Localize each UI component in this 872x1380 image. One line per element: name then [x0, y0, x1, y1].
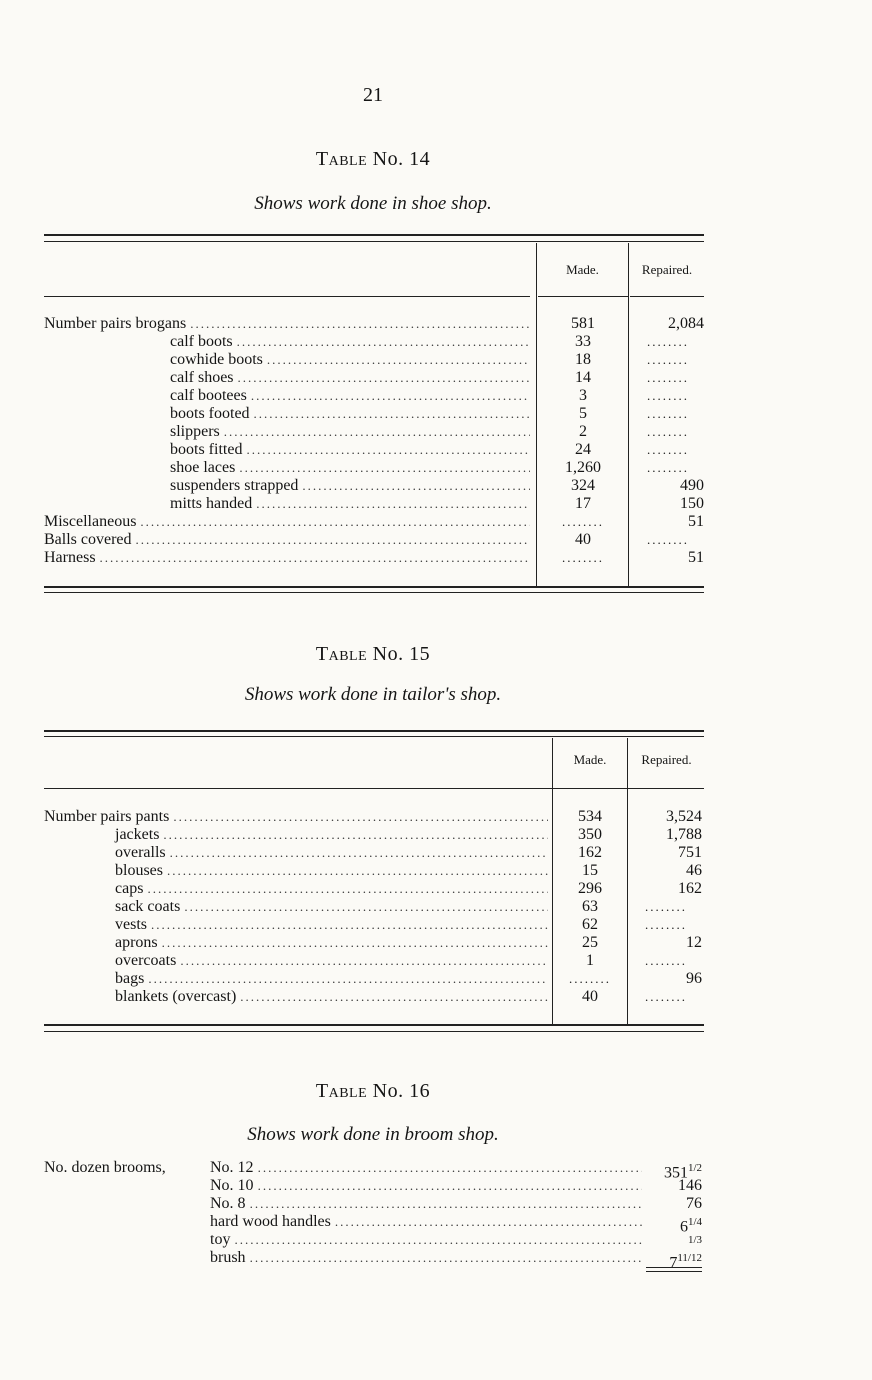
empty-cell-repaired: ........: [645, 953, 687, 968]
table-15-title-prefix: Table: [315, 643, 368, 665]
table-row: [210, 1231, 642, 1249]
cell-repaired: 162: [678, 880, 702, 897]
cell-made: 534: [578, 808, 602, 825]
leader-dots: [184, 898, 548, 916]
leader-dots: [246, 441, 530, 459]
table-14-title-suffix: No. 14: [372, 148, 431, 170]
empty-cell-repaired: ........: [645, 989, 687, 1004]
value-whole: 146: [678, 1177, 702, 1194]
cell-made: 33: [575, 333, 591, 350]
table-14-col-divider-2: [628, 243, 629, 586]
row-label: No. 12: [210, 1159, 254, 1176]
table-row: [115, 826, 548, 844]
table-14-top-rule: [44, 234, 704, 236]
row-label: calf bootees: [170, 387, 247, 404]
table-row: [44, 549, 530, 567]
table-15-col-repaired: Repaired.: [641, 752, 692, 767]
cell-made: 1: [586, 952, 594, 969]
cell-made: 17: [575, 495, 591, 512]
row-label: overcoats: [115, 952, 177, 969]
leader-dots: [224, 423, 530, 441]
table-row: [115, 916, 548, 934]
table-14-title: [0, 148, 746, 171]
cell-made: 40: [582, 988, 598, 1005]
leader-dots: [258, 1177, 642, 1195]
table-16-sum-rule-2: [646, 1271, 702, 1272]
table-row: [115, 880, 548, 898]
table-row: [170, 369, 530, 387]
table-16-title: [0, 1080, 746, 1103]
leader-dots: [254, 405, 530, 423]
table-row: [170, 333, 530, 351]
cell-repaired: 150: [680, 495, 704, 512]
table-16-title-suffix: No. 16: [372, 1080, 431, 1102]
table-row: [115, 952, 548, 970]
row-label: Number pairs pants: [44, 808, 170, 825]
value-fraction: 1/2: [687, 1162, 702, 1174]
row-label: Miscellaneous: [44, 513, 137, 530]
empty-cell-made: ........: [562, 514, 604, 529]
table-15-col-divider-1: [552, 738, 553, 1024]
leader-dots: [190, 315, 530, 333]
empty-cell-repaired: ........: [647, 442, 689, 457]
row-label: vests: [115, 916, 147, 933]
broom-value: [646, 1177, 702, 1195]
leader-dots: [237, 333, 530, 351]
leader-dots: [147, 880, 548, 898]
row-label: Balls covered: [44, 531, 132, 548]
row-label: boots footed: [170, 405, 250, 422]
leader-dots: [250, 1195, 642, 1213]
table-row: [44, 531, 530, 549]
leader-dots: [140, 513, 530, 531]
table-row: [170, 351, 530, 369]
row-label: mitts handed: [170, 495, 253, 512]
empty-cell-repaired: ........: [647, 370, 689, 385]
leader-dots: [100, 549, 530, 567]
table-row: [170, 387, 530, 405]
leader-dots: [240, 988, 548, 1006]
leader-dots: [173, 808, 548, 826]
table-row: [210, 1159, 642, 1177]
empty-cell-repaired: ........: [647, 388, 689, 403]
table-14-top-rule-2: [44, 241, 704, 242]
table-14-caption: Shows work done in shoe shop.: [254, 193, 492, 214]
cell-made: 324: [571, 477, 595, 494]
table-14-col-divider-1: [536, 243, 537, 586]
table-row: [210, 1249, 642, 1267]
table-14-title-prefix: Table: [315, 148, 368, 170]
empty-cell-made: ........: [569, 971, 611, 986]
row-label: suspenders strapped: [170, 477, 299, 494]
cell-made: 40: [575, 531, 591, 548]
cell-repaired: 3,524: [666, 808, 702, 825]
cell-made: 581: [571, 315, 595, 332]
leader-dots: [148, 970, 548, 988]
table-row: [170, 405, 530, 423]
cell-made: 1,260: [565, 459, 601, 476]
cell-made: 18: [575, 351, 591, 368]
table-row: [115, 844, 548, 862]
empty-cell-repaired: ........: [647, 532, 689, 547]
leader-dots: [250, 1249, 642, 1267]
row-label: sack coats: [115, 898, 181, 915]
cell-made: 350: [578, 826, 602, 843]
table-15-col-divider-2: [627, 738, 628, 1024]
table-row: [115, 898, 548, 916]
table-14-header-rule: [44, 296, 530, 297]
row-label: blouses: [115, 862, 163, 879]
leader-dots: [234, 1231, 642, 1249]
leader-dots: [170, 844, 548, 862]
value-fraction: 1/4: [687, 1216, 702, 1228]
table-row: [170, 459, 530, 477]
table-row: [170, 495, 530, 513]
table-15-header-rule: [44, 788, 704, 789]
table-14-bottom-rule-2: [44, 592, 704, 593]
table-row: [210, 1195, 642, 1213]
empty-cell-repaired: ........: [647, 424, 689, 439]
empty-cell-repaired: ........: [647, 460, 689, 475]
table-row: [44, 513, 530, 531]
row-label: slippers: [170, 423, 220, 440]
row-label: bags: [115, 970, 145, 987]
row-label: blankets (overcast): [115, 988, 237, 1005]
broom-value: [646, 1195, 702, 1213]
row-label: toy: [210, 1231, 231, 1248]
leader-dots: [335, 1213, 642, 1231]
cell-made: 162: [578, 844, 602, 861]
table-14-col-repaired: Repaired.: [641, 262, 693, 277]
leader-dots: [180, 952, 548, 970]
row-label: Harness: [44, 549, 96, 566]
table-15-title-suffix: No. 15: [372, 643, 431, 665]
leader-dots: [239, 459, 530, 477]
leader-dots: [136, 531, 530, 549]
cell-repaired: 1,788: [666, 826, 702, 843]
value-whole: 351: [663, 1164, 688, 1182]
empty-cell-repaired: ........: [647, 352, 689, 367]
cell-made: 24: [575, 441, 591, 458]
row-label: No. 8: [210, 1195, 246, 1212]
table-row: [170, 423, 530, 441]
cell-made: 25: [582, 934, 598, 951]
value-fraction: 11/12: [677, 1252, 702, 1264]
table-row: [44, 808, 548, 826]
table-15-caption: Shows work done in tailor's shop.: [244, 684, 502, 705]
cell-repaired: 2,084: [668, 315, 704, 332]
table-15-bottom-rule: [44, 1024, 704, 1026]
table-row: [44, 315, 530, 333]
empty-cell-repaired: ........: [647, 406, 689, 421]
row-label: calf shoes: [170, 369, 234, 386]
row-label: brush: [210, 1249, 246, 1266]
empty-cell-repaired: ........: [647, 334, 689, 349]
empty-cell-repaired: ........: [645, 899, 687, 914]
cell-repaired: 96: [686, 970, 702, 987]
leader-dots: [167, 862, 548, 880]
leader-dots: [256, 495, 530, 513]
table-row: [115, 970, 548, 988]
row-label: caps: [115, 880, 144, 897]
leader-dots: [251, 387, 530, 405]
row-label: Number pairs brogans: [44, 315, 187, 332]
cell-made: 296: [578, 880, 602, 897]
table-row: [170, 441, 530, 459]
cell-made: 3: [579, 387, 587, 404]
cell-repaired: 490: [680, 477, 704, 494]
cell-repaired: 51: [688, 549, 704, 566]
row-label: jackets: [115, 826, 160, 843]
broom-value: [646, 1249, 702, 1272]
table-16-title-prefix: Table: [315, 1080, 368, 1102]
cell-made: 14: [575, 369, 591, 386]
table-14-bottom-rule: [44, 586, 704, 588]
leader-dots: [267, 351, 530, 369]
leader-dots: [163, 826, 548, 844]
cell-repaired: 751: [678, 844, 702, 861]
leader-dots: [162, 934, 548, 952]
table-14-col-made: Made.: [566, 262, 599, 277]
cell-made: 2: [579, 423, 587, 440]
row-label: boots fitted: [170, 441, 243, 458]
leader-dots: [258, 1159, 642, 1177]
table-row: [115, 988, 548, 1006]
table-row: [210, 1213, 642, 1231]
table-row: [115, 934, 548, 952]
value-whole: 7: [669, 1254, 678, 1272]
table-15-bottom-rule-2: [44, 1031, 704, 1032]
row-label: overalls: [115, 844, 166, 861]
row-label: aprons: [115, 934, 158, 951]
value-whole: 6: [679, 1218, 688, 1236]
row-label: shoe laces: [170, 459, 236, 476]
table-16-caption: Shows work done in broom shop.: [247, 1124, 499, 1145]
table-row: [210, 1177, 642, 1195]
value-whole: 76: [686, 1195, 702, 1212]
table-14-header-rule-rep: [630, 296, 704, 297]
cell-repaired: 51: [688, 513, 704, 530]
cell-repaired: 12: [686, 934, 702, 951]
cell-made: 15: [582, 862, 598, 879]
row-label: cowhide boots: [170, 351, 263, 368]
cell-repaired: 46: [686, 862, 702, 879]
table-15-title: [0, 643, 746, 666]
cell-made: 63: [582, 898, 598, 915]
leader-dots: [238, 369, 530, 387]
table-14-header-rule-made: [538, 296, 628, 297]
empty-cell-repaired: ........: [645, 917, 687, 932]
value-fraction: 1/3: [687, 1234, 702, 1246]
row-label: hard wood handles: [210, 1213, 331, 1230]
table-15-col-made: Made.: [573, 752, 607, 767]
row-label: calf boots: [170, 333, 233, 350]
row-label: No. 10: [210, 1177, 254, 1194]
table-row: [170, 477, 530, 495]
table-15-top-rule-2: [44, 736, 704, 737]
leader-dots: [302, 477, 530, 495]
page-number: 21: [363, 84, 383, 106]
table-15-top-rule: [44, 730, 704, 732]
empty-cell-made: ........: [562, 550, 604, 565]
table-row: [115, 862, 548, 880]
cell-made: 5: [579, 405, 587, 422]
cell-made: 62: [582, 916, 598, 933]
leader-dots: [151, 916, 548, 934]
table-16-sum-rule: [646, 1267, 702, 1268]
table-16-lead: No. dozen brooms,: [44, 1159, 166, 1176]
